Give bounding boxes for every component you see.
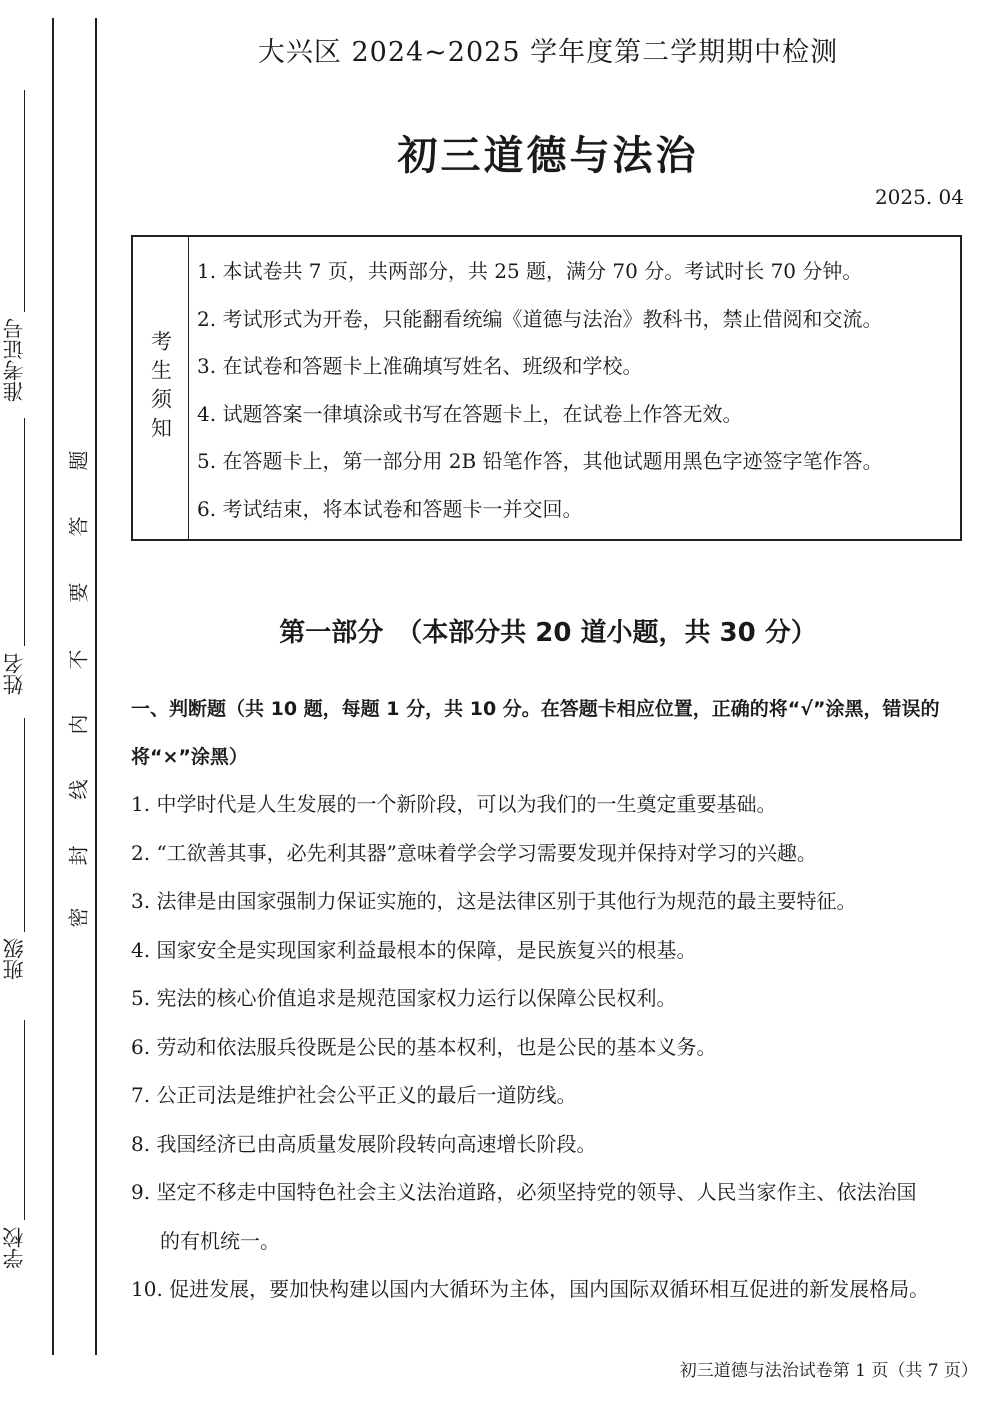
notice-label-text: 考生须知 — [148, 330, 173, 446]
question-text: 4. 国家安全是实现国家利益最根本的保障，是民族复兴的根基。 — [131, 937, 697, 962]
question-item — [131, 877, 967, 926]
question-item — [131, 829, 967, 878]
question-item — [131, 974, 967, 1023]
page-footer: 初三道德与法治试卷第 1 页（共 7 页） — [679, 1361, 978, 1381]
blank-name[interactable] — [24, 418, 25, 646]
notice-item: 4. 试题答案一律填涂或书写在答题卡上，在试卷上作答无效。 — [197, 401, 743, 426]
question-text: 8. 我国经济已由高质量发展阶段转向高速增长阶段。 — [131, 1131, 597, 1156]
binding-line-outer — [52, 18, 54, 1355]
question-text: 1. 中学时代是人生发展的一个新阶段，可以为我们的一生奠定重要基础。 — [131, 792, 777, 816]
seal-char: 密 — [66, 907, 91, 928]
question-list — [131, 780, 967, 1314]
exam-date: 2025. 04 — [874, 185, 964, 209]
question-text: 5. 宪法的核心价值追求是规范国家权力运行以保障公民权利。 — [131, 986, 677, 1010]
seal-char: 答 — [66, 516, 91, 537]
notice-box — [131, 235, 962, 541]
question-text: 2. “工欲善其事，必先利其器”意味着学会学习需要发现并保持对学习的兴趣。 — [131, 840, 817, 865]
section-heading: 一、判断题（共 10 题，每题 1 分，共 10 分。在答题卡相应位置，正确的将“√”涂黑，错误的将“×”涂黑） — [131, 698, 940, 768]
subject-title: 初三道德与法治 — [397, 133, 699, 179]
question-item — [131, 1265, 967, 1314]
exam-header: 大兴区 2024~2025 学年度第二学期期中检测 — [257, 37, 839, 68]
notice-item: 2. 考试形式为开卷，只能翻看统编《道德与法治》教科书，禁止借阅和交流。 — [197, 306, 883, 331]
seal-char: 要 — [66, 582, 91, 603]
question-text: 6. 劳动和依法服兵役既是公民的基本权利，也是公民的基本义务。 — [131, 1034, 717, 1059]
notice-item: 1. 本试卷共 7 页，共两部分，共 25 题，满分 70 分。考试时长 70 分钟。 — [197, 259, 863, 283]
notice-item: 6. 考试结束，将本试卷和答题卡一并交回。 — [197, 496, 583, 521]
notice-item: 5. 在答题卡上，第一部分用 2B 铅笔作答，其他试题用黑色字迹签字笔作答。 — [197, 449, 883, 474]
label-name: 姓名 — [2, 653, 26, 695]
notice-label — [133, 237, 189, 539]
question-item — [131, 926, 967, 975]
question-item — [131, 1023, 967, 1072]
label-school: 学校 — [2, 1227, 26, 1269]
notice-item: 3. 在试卷和答题卡上准确填写姓名、班级和学校。 — [197, 354, 643, 379]
label-exam-number: 准考证号 — [2, 318, 26, 402]
question-item — [131, 1168, 967, 1265]
question-item — [131, 1071, 967, 1120]
question-item — [131, 780, 967, 829]
question-continuation: 的有机统一。 — [160, 1228, 280, 1253]
label-class: 班级 — [2, 938, 26, 980]
question-text: 9. 坚定不移走中国特色社会主义法治道路，必须坚持党的领导、人民当家作主、依法治国 — [131, 1180, 917, 1204]
blank-class[interactable] — [24, 718, 25, 932]
question-item — [131, 1120, 967, 1169]
question-text: 10. 促进发展，要加快构建以国内大循环为主体，国内国际双循环相互促进的新发展格局。 — [131, 1277, 930, 1301]
seal-char: 线 — [66, 779, 91, 800]
seal-char: 内 — [66, 714, 91, 735]
seal-char: 封 — [66, 845, 91, 866]
seal-char: 不 — [66, 649, 91, 670]
question-text: 3. 法律是由国家强制力保证实施的，这是法律区别于其他行为规范的最主要特征。 — [131, 889, 857, 913]
blank-school[interactable] — [24, 1020, 25, 1220]
question-text: 7. 公正司法是维护社会公平正义的最后一道防线。 — [131, 1083, 577, 1107]
part-title: 第一部分 （本部分共 20 道小题，共 30 分） — [279, 618, 817, 648]
binding-line-inner — [95, 18, 97, 1355]
blank-exam-number[interactable] — [24, 90, 25, 312]
seal-char: 题 — [66, 450, 91, 471]
notice-list — [197, 256, 950, 542]
